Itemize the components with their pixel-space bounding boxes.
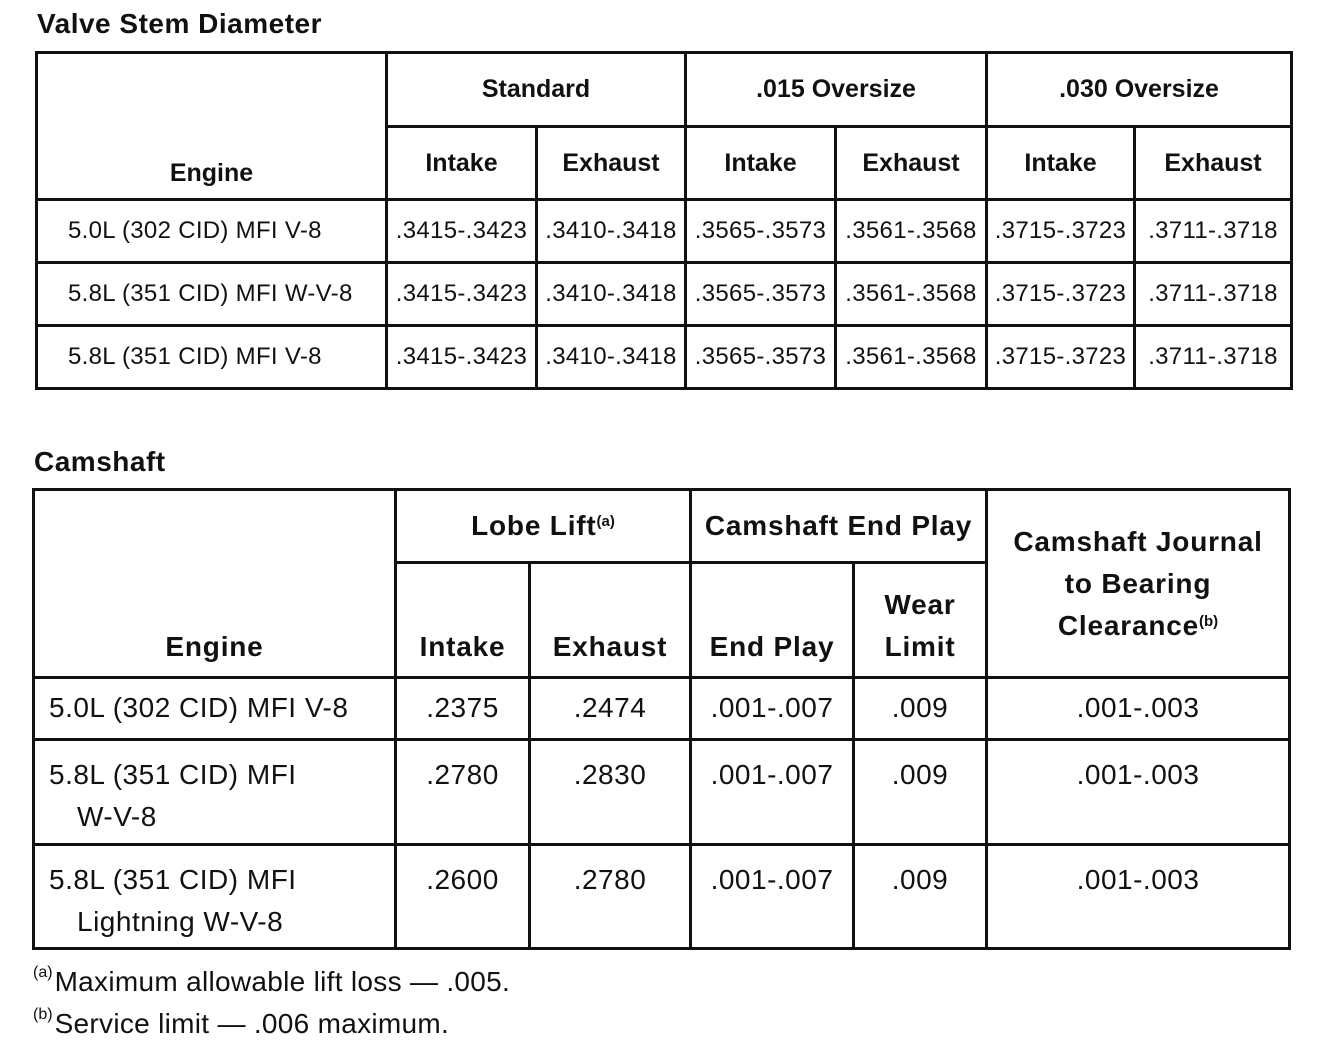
valve-subheader: Intake	[686, 127, 836, 200]
lobe-lift-header	[396, 490, 691, 563]
valve-value-cell: .3711-.3718	[1135, 326, 1292, 389]
valve-value-cell: .3565-.3573	[686, 326, 836, 389]
wear-limit-line2: Limit	[884, 631, 956, 662]
valve-value-cell: .3711-.3718	[1135, 200, 1292, 263]
footnote-b-text: Service limit — .006 maximum.	[54, 1008, 450, 1039]
camshaft-title: Camshaft	[34, 446, 166, 477]
footnote-a-text: Maximum allowable lift loss — .005.	[54, 966, 511, 997]
journal-header-line3: Clearance	[1057, 609, 1199, 641]
table-row	[37, 200, 1292, 263]
end-play-subheader: End Play	[691, 563, 854, 678]
valve-value-cell: .3561-.3568	[836, 263, 987, 326]
valve-engine-cell: 5.0L (302 CID) MFI V-8	[37, 200, 387, 263]
wear-limit-cell: .009	[854, 845, 987, 949]
footnote-mark-b: (b)	[1198, 612, 1219, 630]
engine-line1: 5.0L (302 CID) MFI V-8	[49, 692, 349, 723]
valve-subheader: Intake	[987, 127, 1135, 200]
lobe-intake-cell: .2600	[396, 845, 530, 949]
lobe-exhaust-header: Exhaust	[530, 563, 691, 678]
valve-engine-cell: 5.8L (351 CID) MFI W-V-8	[37, 263, 387, 326]
footnote-mark-a: (a)	[596, 513, 615, 530]
lobe-intake-header: Intake	[396, 563, 530, 678]
valve-stem-title: Valve Stem Diameter	[37, 8, 322, 39]
lobe-exhaust-cell: .2830	[530, 740, 691, 845]
valve-value-cell: .3715-.3723	[987, 200, 1135, 263]
valve-value-cell: .3711-.3718	[1135, 263, 1292, 326]
table-row	[37, 326, 1292, 389]
valve-group-030-oversize: .030 Oversize	[987, 53, 1292, 127]
lobe-exhaust-cell: .2474	[530, 678, 691, 740]
footnote-a-mark: (a)	[33, 964, 53, 981]
valve-group-015-oversize: .015 Oversize	[686, 53, 987, 127]
lobe-intake-cell: .2780	[396, 740, 530, 845]
journal-clearance-cell: .001-.003	[987, 740, 1290, 845]
engine-line2: W-V-8	[77, 801, 157, 832]
valve-value-cell: .3561-.3568	[836, 200, 987, 263]
camshaft-engine-cell	[34, 740, 396, 845]
wear-limit-cell: .009	[854, 678, 987, 740]
table-row	[34, 678, 1290, 740]
valve-engine-header: Engine	[37, 53, 387, 200]
valve-value-cell: .3410-.3418	[537, 263, 686, 326]
wear-limit-cell: .009	[854, 740, 987, 845]
engine-line1: 5.8L (351 CID) MFI	[49, 864, 297, 895]
journal-header-line2: to Bearing	[1064, 567, 1212, 599]
valve-value-cell: .3715-.3723	[987, 263, 1135, 326]
journal-clearance-cell: .001-.003	[987, 845, 1290, 949]
valve-value-cell: .3415-.3423	[387, 263, 537, 326]
journal-clearance-header	[987, 490, 1290, 678]
journal-clearance-cell: .001-.003	[987, 678, 1290, 740]
camshaft-engine-header: Engine	[34, 490, 396, 678]
camshaft-engine-cell	[34, 845, 396, 949]
table-row	[34, 845, 1290, 949]
wear-limit-line1: Wear	[884, 589, 956, 620]
end-play-cell: .001-.007	[691, 678, 854, 740]
engine-line2: Lightning W-V-8	[77, 906, 284, 937]
end-play-header: Camshaft End Play	[691, 490, 987, 563]
valve-subheader: Exhaust	[836, 127, 987, 200]
valve-value-cell: .3565-.3573	[686, 263, 836, 326]
footnote-b	[33, 1008, 449, 1040]
camshaft-table	[32, 488, 1291, 950]
footnote-b-mark: (b)	[33, 1006, 53, 1023]
valve-stem-table	[35, 51, 1293, 390]
journal-header-line1: Camshaft Journal	[1013, 525, 1263, 557]
lobe-intake-cell: .2375	[396, 678, 530, 740]
wear-limit-header	[854, 563, 987, 678]
table-row	[37, 263, 1292, 326]
valve-value-cell: .3410-.3418	[537, 200, 686, 263]
valve-subheader: Exhaust	[1135, 127, 1292, 200]
end-play-cell: .001-.007	[691, 845, 854, 949]
lobe-exhaust-cell: .2780	[530, 845, 691, 949]
valve-group-standard: Standard	[387, 53, 686, 127]
valve-engine-cell: 5.8L (351 CID) MFI V-8	[37, 326, 387, 389]
valve-value-cell: .3715-.3723	[987, 326, 1135, 389]
end-play-cell: .001-.007	[691, 740, 854, 845]
lobe-lift-label: Lobe Lift	[471, 510, 597, 541]
camshaft-engine-cell	[34, 678, 396, 740]
valve-subheader: Intake	[387, 127, 537, 200]
valve-value-cell: .3561-.3568	[836, 326, 987, 389]
valve-value-cell: .3415-.3423	[387, 326, 537, 389]
footnote-a	[33, 966, 510, 998]
valve-value-cell: .3565-.3573	[686, 200, 836, 263]
valve-value-cell: .3415-.3423	[387, 200, 537, 263]
engine-line1: 5.8L (351 CID) MFI	[49, 759, 297, 790]
valve-value-cell: .3410-.3418	[537, 326, 686, 389]
valve-subheader: Exhaust	[537, 127, 686, 200]
table-row	[34, 740, 1290, 845]
